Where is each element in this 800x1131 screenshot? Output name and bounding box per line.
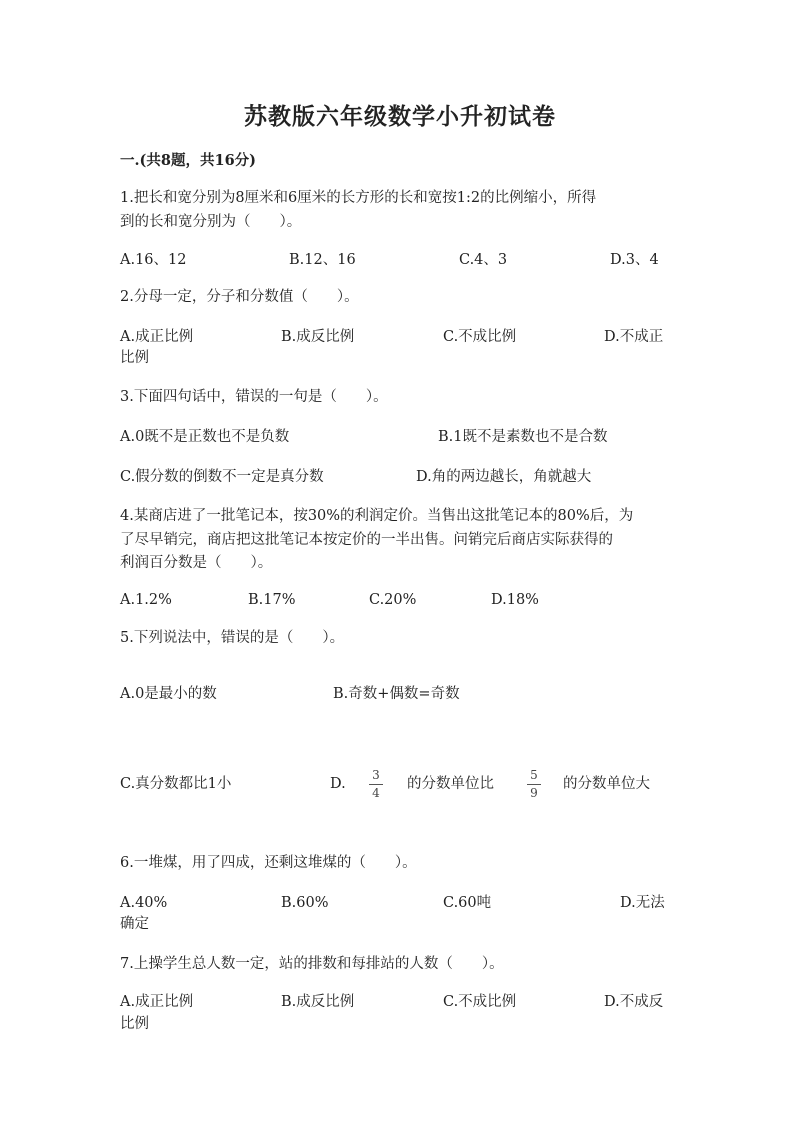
q7-option-a: A.成正比例 (120, 994, 194, 1010)
q5-option-a: A.0是最小的数 (120, 686, 217, 702)
fraction-denominator: 9 (530, 786, 538, 800)
fraction-bar (369, 784, 383, 785)
fraction-five-ninths (527, 769, 541, 800)
q4-option-c: C.20% (369, 592, 417, 608)
fraction-denominator: 4 (372, 786, 380, 800)
fraction-three-fourths (369, 769, 383, 800)
q4-option-a: A.1.2% (120, 592, 172, 608)
q6-option-d: D.无法 (620, 895, 665, 911)
q6-option-a: A.40% (120, 895, 168, 911)
q4-stem-line3: 利润百分数是（ ）。 (120, 555, 273, 571)
q2-option-d: D.不成正 (604, 329, 664, 345)
q2-stem: 2.分母一定，分子和分数值（ ）。 (120, 289, 359, 305)
q2-option-c: C.不成比例 (443, 329, 517, 345)
q3-option-b: B.1既不是素数也不是合数 (438, 429, 608, 445)
q3-option-a: A.0既不是正数也不是负数 (120, 429, 290, 445)
fraction-numerator: 3 (372, 768, 380, 782)
fraction-bar (527, 784, 541, 785)
q3-option-d: D.角的两边越长，角就越大 (416, 469, 592, 485)
q1-option-c: C.4、3 (459, 252, 508, 268)
q2-option-b: B.成反比例 (281, 329, 355, 345)
q4-stem-line2: 了尽早销完，商店把这批笔记本按定价的一半出售。问销完后商店实际获得的 (120, 532, 613, 548)
q3-stem: 3.下面四句话中，错误的一句是（ ）。 (120, 389, 388, 405)
q1-stem-line2: 到的长和宽分别为（ ）。 (120, 214, 302, 230)
q5-option-c: C.真分数都比1小 (120, 776, 232, 792)
q2-option-a: A.成正比例 (120, 329, 194, 345)
q5-stem: 5.下列说法中，错误的是（ ）。 (120, 630, 345, 646)
q6-stem: 6.一堆煤，用了四成，还剩这堆煤的（ ）。 (120, 855, 417, 871)
section-heading: 一.(共8题，共16分) (120, 152, 257, 169)
q5-option-d-suffix: 的分数单位大 (563, 776, 650, 792)
q7-option-c: C.不成比例 (443, 994, 517, 1010)
q4-stem-line1: 4.某商店进了一批笔记本，按30%的利润定价。当售出这批笔记本的80%后，为 (120, 508, 634, 524)
q7-stem: 7.上操学生总人数一定，站的排数和每排站的人数（ ）。 (120, 956, 504, 972)
q2-option-d-cont: 比例 (120, 350, 149, 366)
q3-option-c: C.假分数的倒数不一定是真分数 (120, 469, 324, 485)
fraction-numerator: 5 (530, 768, 538, 782)
q6-option-c: C.60吨 (443, 895, 492, 911)
page-title: 苏教版六年级数学小升初试卷 (244, 103, 556, 130)
q7-option-b: B.成反比例 (281, 994, 355, 1010)
q5-option-d-prefix: D. (330, 776, 346, 792)
q4-option-d: D.18% (491, 592, 539, 608)
q4-option-b: B.17% (248, 592, 296, 608)
q5-option-d-mid: 的分数单位比 (407, 776, 494, 792)
q6-option-d-cont: 确定 (120, 916, 149, 932)
q1-option-b: B.12、16 (289, 252, 356, 268)
q6-option-b: B.60% (281, 895, 329, 911)
q7-option-d: D.不成反 (604, 994, 664, 1010)
q1-option-d: D.3、4 (610, 252, 659, 268)
q7-option-d-cont: 比例 (120, 1016, 149, 1032)
q1-option-a: A.16、12 (120, 252, 187, 268)
q5-option-b: B.奇数+偶数=奇数 (333, 686, 460, 702)
q1-stem-line1: 1.把长和宽分别为8厘米和6厘米的长方形的长和宽按1:2的比例缩小，所得 (120, 190, 597, 206)
